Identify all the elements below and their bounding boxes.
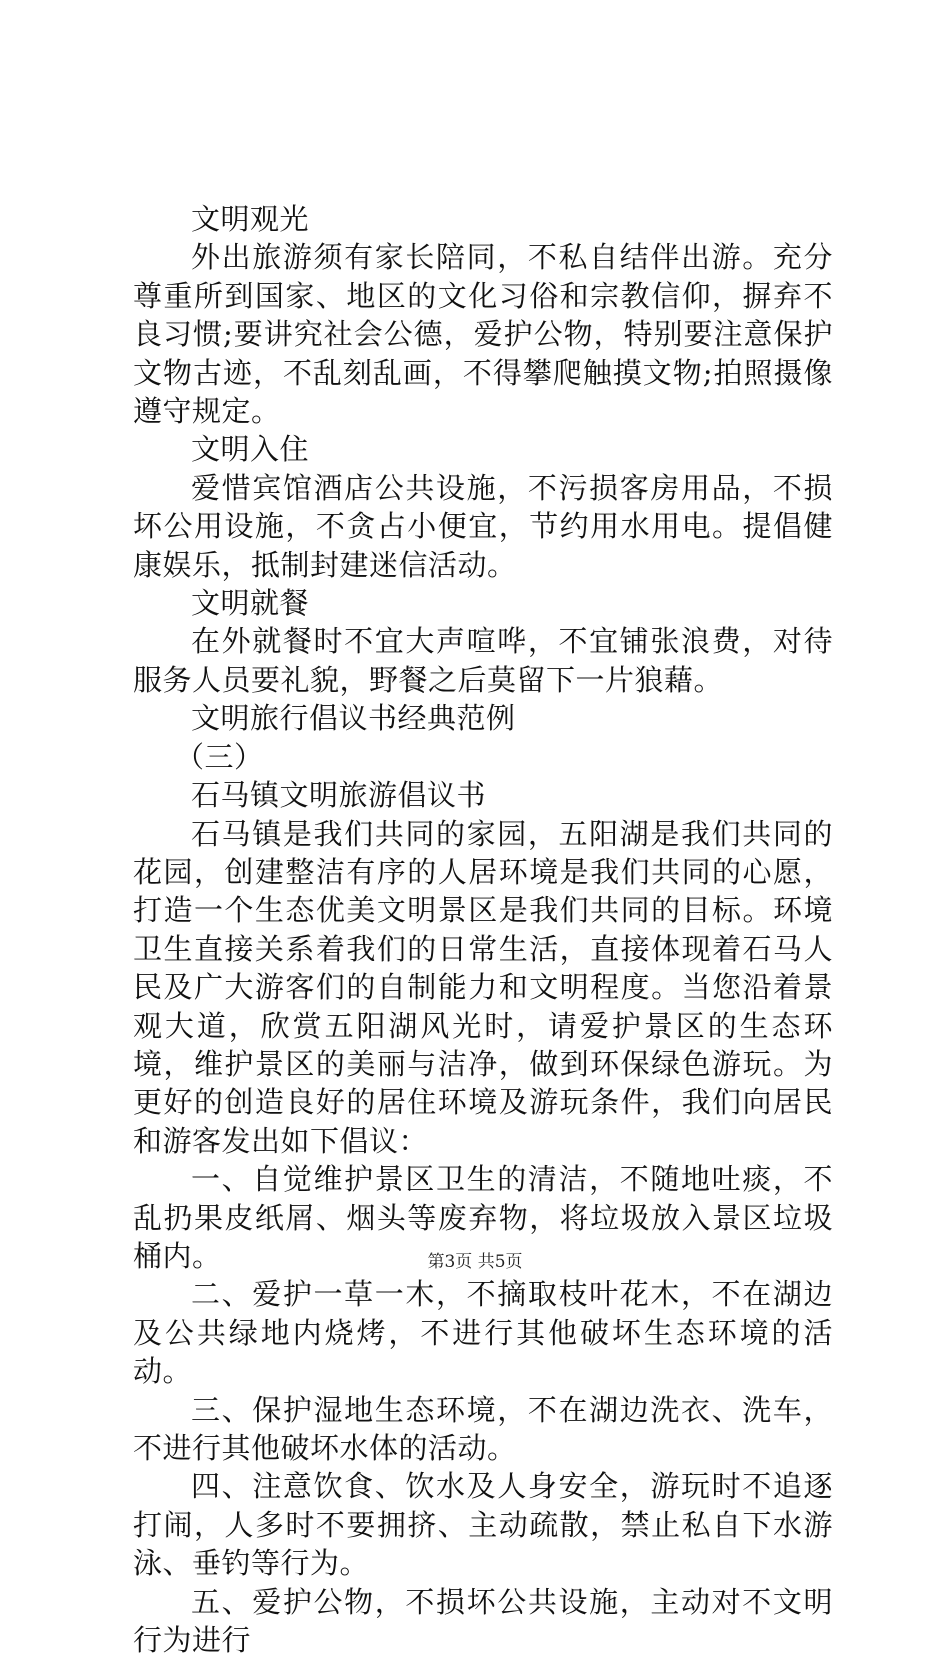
document-body — [133, 200, 833, 1659]
body-paragraph: 石马镇是我们共同的家园，五阳湖是我们共同的花园，创建整洁有序的人居环境是我们共同的心愿，打造一个生态优美文明景区是我们共同的目标。环境卫生直接关系着我们的日常生活，直接体现着石马人民及广大游客们的自制能力和文明程度。当您沿着景观大道，欣赏五阳湖风光时，请爱护景区的生态环境，维护景区的美丽与洁净，做到环保绿色游玩。为更好的创造良好的居住环境及游玩条件，我们向居民和游客发出如下倡议： — [133, 816, 833, 1158]
body-paragraph: 外出旅游须有家长陪同，不私自结伴出游。充分尊重所到国家、地区的文化习俗和宗教信仰，摒弃不良习惯;要讲究社会公德，爱护公物，特别要注意保护文物古迹，不乱刻乱画，不得攀爬触摸文物;拍照摄像遵守规定。 — [133, 240, 833, 429]
section-heading: 文明就餐 — [191, 586, 310, 621]
proposal-item: 三、保护湿地生态环境，不在湖边洗衣、洗车，不进行其他破坏水体的活动。 — [133, 1392, 833, 1465]
proposal-item: 四、注意饮食、饮水及人身安全，游玩时不追逐打闹，人多时不要拥挤、主动疏散，禁止私自下水游泳、垂钓等行为。 — [133, 1469, 833, 1581]
proposal-item: 二、爱护一草一木，不摘取枝叶花木，不在湖边及公共绿地内烧烤，不进行其他破坏生态环境的活动。 — [133, 1277, 833, 1389]
page-number: 第3页 共5页 — [427, 1252, 523, 1272]
section-heading: 文明观光 — [191, 202, 310, 236]
proposal-title: 石马镇文明旅游倡议书 — [191, 778, 487, 813]
proposal-item: 一、自觉维护景区卫生的清洁，不随地吐痰，不乱扔果皮纸屑、烟头等废弃物，将垃圾放入景区垃圾桶内。 — [133, 1162, 833, 1273]
section-number: （三） — [175, 739, 264, 774]
document-title: 文明旅行倡议书经典范例 — [191, 701, 516, 736]
body-paragraph: 在外就餐时不宜大声喧哗，不宜铺张浪费，对待服务人员要礼貌，野餐之后莫留下一片狼藉。 — [133, 624, 833, 697]
proposal-item: 五、爱护公物，不损坏公共设施，主动对不文明行为进行 — [133, 1584, 833, 1658]
body-paragraph: 爱惜宾馆酒店公共设施，不污损客房用品，不损坏公用设施，不贪占小便宜，节约用水用电。提倡健康娱乐，抵制封建迷信活动。 — [133, 470, 833, 582]
section-heading: 文明入住 — [191, 432, 310, 467]
